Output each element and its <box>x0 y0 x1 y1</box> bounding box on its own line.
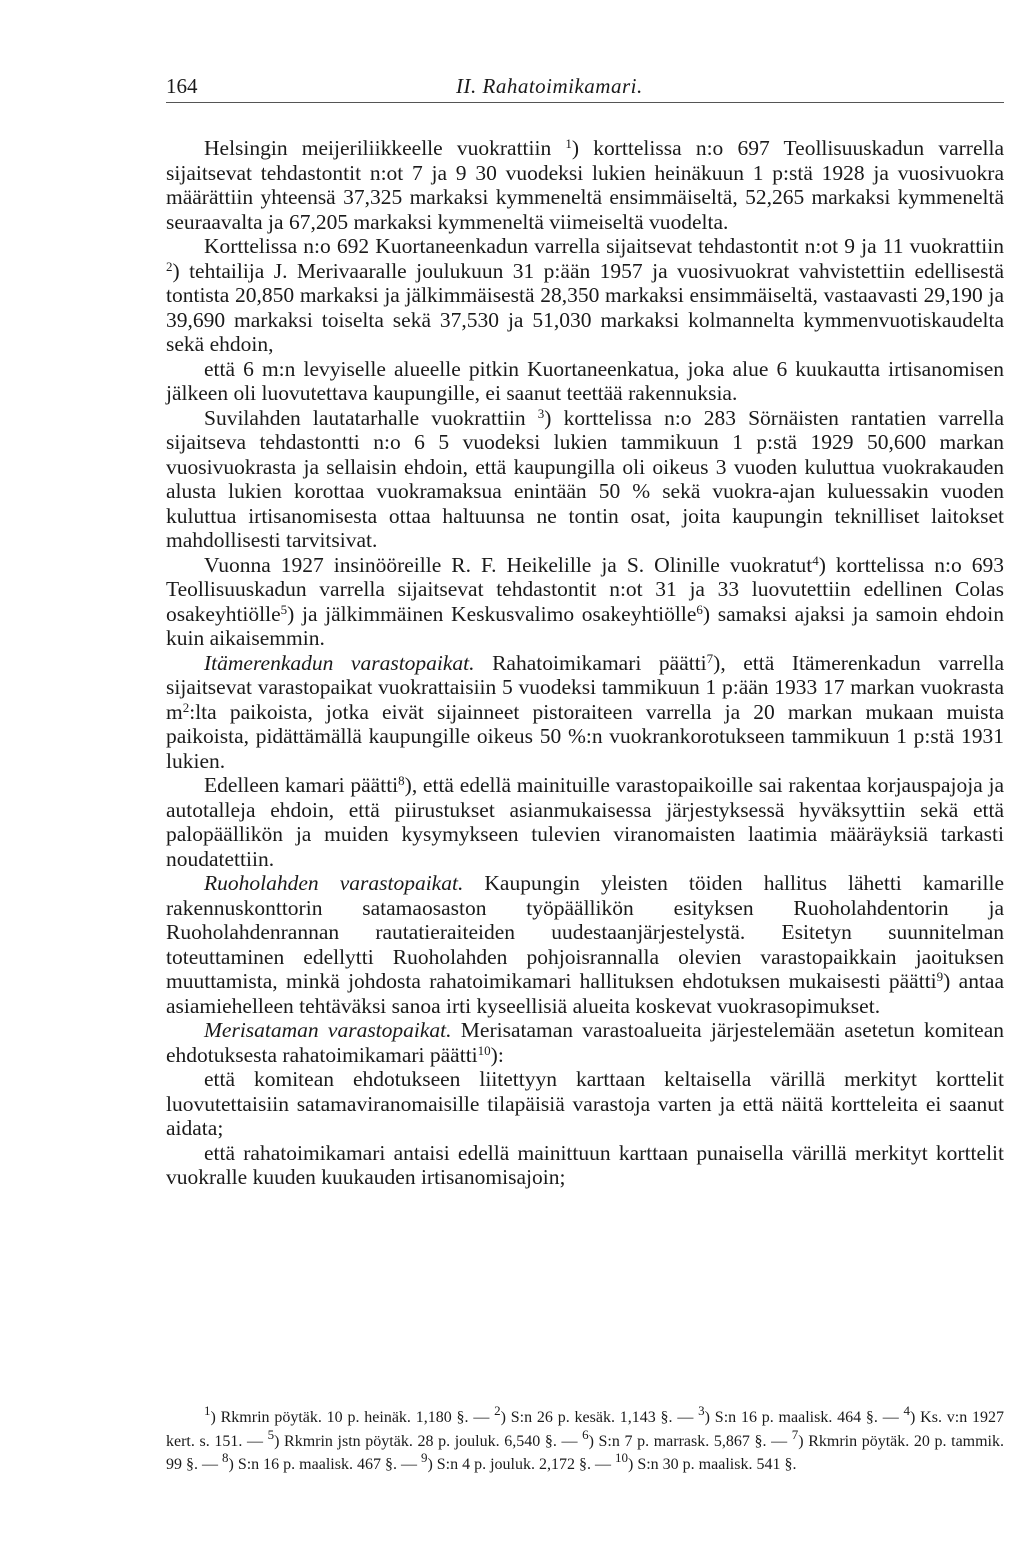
running-title: II. Rahatoimikamari. <box>456 74 643 98</box>
clause-punaiset-korttelit: että rahatoimikamari antaisi edellä mainittuun karttaan punaisella värillä merkityt korttelit vuokralle kuuden kuukauden irtisanomisajoin; <box>166 1140 1004 1189</box>
footnote-text: ) Rkmrin pöytäk. 10 p. heinäk. 1,180 §. — <box>210 1409 495 1426</box>
footnote-text: ) S:n 26 p. kesäk. 1,143 §. — <box>500 1409 699 1426</box>
page-header <box>166 74 1004 104</box>
footnote-text: ) Rkmrin jstn pöytäk. 28 p. jouluk. 6,540 §. — <box>274 1432 583 1450</box>
footnote-number: 1 <box>204 1403 211 1418</box>
paragraph-suvilahti: Suvilahden lautatarhalle vuokrattiin $^3$) korttelissa n:o 283 Sörnäisten rantatien varrella sijaitseva tehdastontti n:o 6 5 vuodeksi lukien tammikuun 1 p:stä 1929 50,600 markan vuosivuokrasta ja sellaisin ehdoin, että kaupungilla oli oikeus 3 vuoden kuluttua vuokrakauden alusta lukien korottaa vuokramaksua enintään 50 % sekä vuokra-ajan kuluessakin vuoden kuluttua irtisanomisesta ottaa haltuunsa ne tontin osat, joita kaupungin teknilliset laitokset mahdollisesti tarvitsivat. <box>166 405 1005 552</box>
footnote-ref: 3 <box>537 405 545 421</box>
footnote-ref: 8 <box>398 773 405 788</box>
footnote-text: ) S:n 16 p. maalisk. 467 §. — <box>228 1456 421 1473</box>
paragraph-ruoholahti: Ruoholahden varastopaikat. Kaupungin yleisten töiden hallitus lähetti kamarille rakennuskonttorin satamaosaston työpäällikön esityksen Ruoholahdentorin ja Ruoholahdenrannan rautatieraiteiden uudestaanjärjestelystä. Esitetyn suunnitelman toteuttaminen edellytti Ruoholahden pohjoisrannalla olevien varastopaikkain jaoituksen muuttamista, minkä johdosta rahatoimikamari hallituksen ehdotuksen mukaisesti päätti$^9$) antaa asiamiehelleen tehtäväksi sanoa irti kyseellisiä alueita koskevat vuokrasopimukset. <box>166 871 1005 1018</box>
footnote-ref: 6 <box>696 601 703 617</box>
paragraph-itamerenkatu: Itämerenkadun varastopaikat. Rahatoimikamari päätti$^7$), että Itämerenkadun varrella sijaitsevat varastopaikat vuokrattaisiin 5 vuodeksi tammikuun 1 p:ään 1933 17 markan vuokrasta $m^2:lta$ paikoista, jotka eivät sijainneet pistoraiteen varrella ja 20 markan mukaan muista paikoista, pidättämällä kaupungille oikeus 50 %:n vuokrankorotukseen tammikuun 1 p:stä 1931 lukien. <box>166 650 1004 773</box>
footnote-text: ) Ks. v:n 1927 kert. s. 151. — <box>166 1409 1004 1450</box>
header-rule <box>166 102 1004 103</box>
paragraph-merisatama: Merisataman varastopaikat. Merisataman varastoalueita järjestelemään asetetun komitean ehdotuksesta rahatoimikamari päätti$^{10}$): <box>166 1018 1004 1067</box>
superscript: 2 <box>182 699 190 715</box>
footnote-number: 10 <box>615 1450 628 1465</box>
footnote-text: ) S:n 16 p. maalisk. 464 §. — <box>704 1409 904 1426</box>
paragraph-korjauspajat: Edelleen kamari päätti$^8$), että edellä mainituille varastopaikoille sai rakentaa korjauspajoja ja autotalleja ehdoin, että piirustukset asianmukaisessa järjestyksessä hyväksyttiin sekä että palopäällikön ja muiden kysymykseen tulevien viranomaisten laatimia määräyksiä tarkasti noudatettiin. <box>166 773 1005 871</box>
footnote-number: 4 <box>903 1403 911 1418</box>
footnote-number: 6 <box>582 1426 589 1442</box>
footnote-number: 3 <box>698 1403 705 1418</box>
footnote-list <box>166 1403 1005 1477</box>
section-heading: Merisataman varastopaikat. <box>204 1018 452 1042</box>
footnote-ref: 7 <box>706 650 714 666</box>
clause-keltaiset-korttelit: että komitean ehdotukseen liitettyyn karttaan keltaisella värillä merkityt korttelit luovutettaisiin satamaviranomaisille tilapäisiä varastoja varten ja että näitä kortteleita ei saanut aidata; <box>166 1067 1004 1140</box>
footnote-ref: 10 <box>477 1042 491 1058</box>
footnote-number: 9 <box>420 1450 428 1465</box>
paragraph-teollisuuskatu-693: Vuonna 1927 insinööreille R. F. Heikelille ja S. Olinille vuokratut$^4$) korttelissa n:o 693 Teollisuuskadun varrella sijaitsevat tehdastontit n:ot 31 ja 33 luovutettiin edellinen Colas osakeyhtiölle$^5$) ja jälkimmäinen Keskusvalimo osakeyhtiölle$^6$) samaksi ajaksi ja samoin ehdoin kuin aikaisemmin. <box>166 552 1004 650</box>
body-text <box>166 136 1004 1190</box>
section-heading: Itämerenkadun varastopaikat. <box>204 650 475 675</box>
footnote-number: 2 <box>494 1403 501 1418</box>
footnote-text: ) S:n 4 p. jouluk. 2,172 §. — <box>427 1456 615 1473</box>
footnote-ref: 2 <box>166 258 173 274</box>
footnote-ref: 4 <box>812 552 819 568</box>
footnotes <box>166 1403 1005 1477</box>
page-number: 164 <box>166 74 198 98</box>
footnote-ref: 1 <box>565 136 572 151</box>
footnote-ref: 9 <box>936 969 944 984</box>
footnote-number: 5 <box>267 1426 275 1442</box>
paragraph-kuortaneenkatu: Korttelissa n:o 692 Kuortaneenkadun varrella sijaitsevat tehdastontit n:ot 9 ja 11 vuokrattiin $^2$) tehtailija J. Merivaaralle joulukuun 31 p:ään 1957 ja vuosivuokrat vahvistettiin edellisestä tontista 20,850 markaksi ja jälkimmäisestä 28,350 markaksi ensimmäiseltä, vastaavasti 29,190 ja 39,690 markaksi toiselta sekä 37,530 ja 51,030 markaksi kolmannelta kymmenvuotiskaudelta sekä ehdoin, <box>166 234 1004 356</box>
footnote-text: ) Rkmrin pöytäk. 20 p. tammik. 99 §. — <box>166 1432 1005 1473</box>
paragraph-helsingin-meijeriliike: Helsingin meijeriliikkeelle vuokrattiin $^1$) korttelissa n:o 697 Teollisuuskadun varrella sijaitsevat tehdastontit n:ot 7 ja 9 30 vuodeksi lukien heinäkuun 1 p:stä 1928 ja vuosivuokra määrättiin yhteensä 37,325 markaksi kymmeneltä ensimmäiseltä, 52,265 markaksi kymmeneltä seuraavalta ja 67,205 markaksi kymmeneltä viimeiseltä vuodelta. <box>166 136 1004 234</box>
footnote-ref: 5 <box>280 601 288 617</box>
footnote-text: ) S:n 7 p. marrask. 5,867 §. — <box>588 1432 792 1450</box>
footnote-number: 8 <box>222 1450 229 1465</box>
footnote-text: ) S:n 30 p. maalisk. 541 §. <box>628 1456 797 1473</box>
clause-kuortaneenkatu: että 6 m:n levyiselle alueelle pitkin Kuortaneenkatua, joka alue 6 kuukautta irtisanomisen jälkeen oli luovutettava kaupungille, ei saanut teettää rakennuksia. <box>166 356 1004 405</box>
section-heading: Ruoholahden varastopaikat. <box>204 871 464 895</box>
footnote-number: 7 <box>791 1426 799 1442</box>
